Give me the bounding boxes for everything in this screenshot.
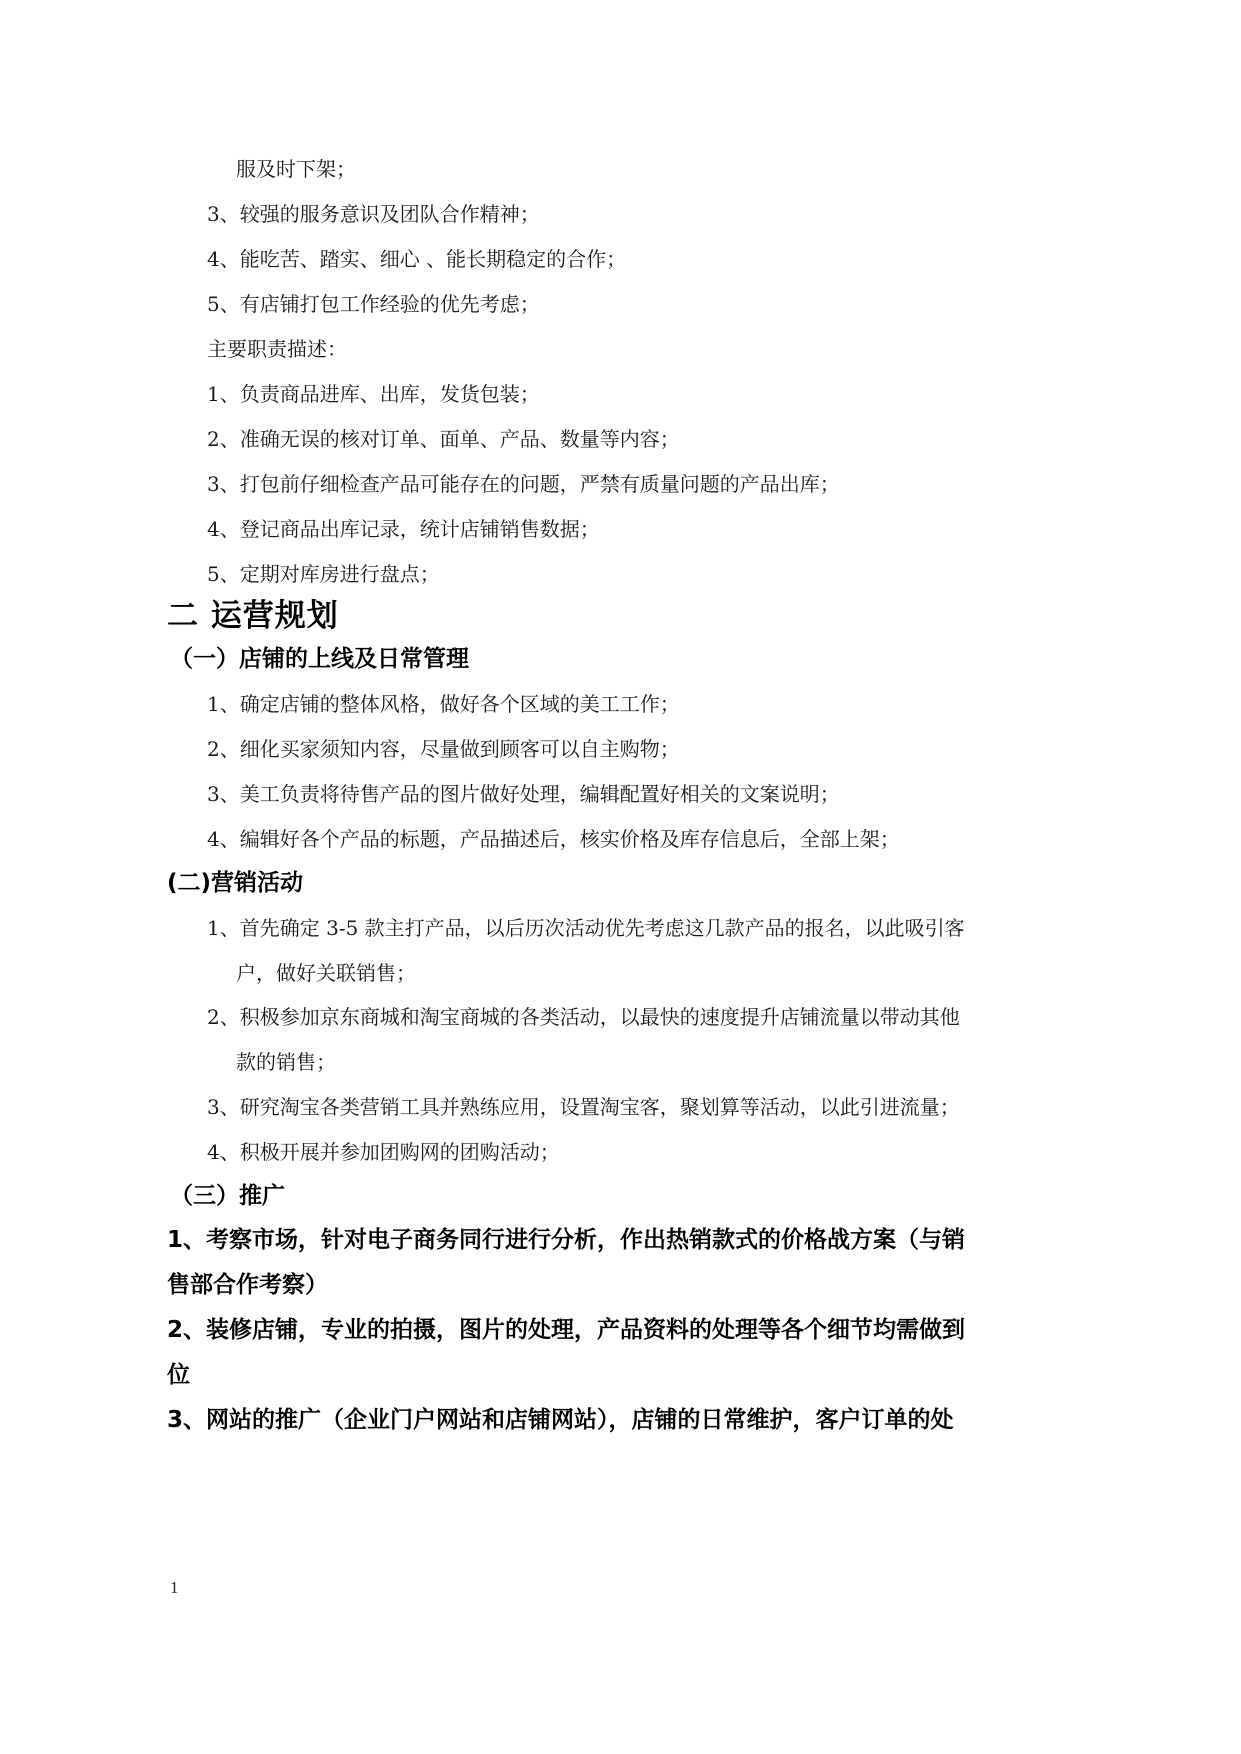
bold-paragraph-line: 2、装修店铺，专业的拍摄，图片的处理，产品资料的处理等各个细节均需做到 <box>167 1317 966 1343</box>
list-item-continuation: 户，做好关联销售； <box>236 961 416 985</box>
list-item: 4、能吃苦、踏实、细心 、能长期稳定的合作； <box>207 247 627 271</box>
list-item: 4、积极开展并参加团购网的团购活动； <box>207 1140 560 1164</box>
list-item: 5、定期对库房进行盘点； <box>207 562 440 586</box>
list-item: 2、积极参加京东商城和淘宝商城的各类活动，以最快的速度提升店铺流量以带动其他 <box>207 1005 960 1029</box>
list-item: 1、首先确定 3-5 款主打产品，以后历次活动优先考虑这几款产品的报名，以此吸引客 <box>207 916 965 940</box>
list-item: 3、研究淘宝各类营销工具并熟练应用，设置淘宝客，聚划算等活动，以此引进流量； <box>207 1095 960 1119</box>
list-item: 2、细化买家须知内容，尽量做到顾客可以自主购物； <box>207 737 680 761</box>
list-item: 3、美工负责将待售产品的图片做好处理，编辑配置好相关的文案说明； <box>207 782 840 806</box>
bold-paragraph-line: 售部合作考察） <box>167 1272 328 1298</box>
page-number: 1 <box>170 1578 179 1597</box>
list-item: 2、准确无误的核对订单、面单、产品、数量等内容； <box>207 427 680 451</box>
section-heading: 二 运营规划 <box>167 598 339 634</box>
list-item: 1、负责商品进库、出库，发货包装； <box>207 382 540 406</box>
list-item: 3、较强的服务意识及团队合作精神； <box>207 202 540 226</box>
list-item: 4、编辑好各个产品的标题，产品描述后，核实价格及库存信息后，全部上架； <box>207 827 900 851</box>
subsection-heading: （一）店铺的上线及日常管理 <box>170 646 469 672</box>
subsection-heading: （三）推广 <box>170 1183 285 1209</box>
bold-paragraph-line: 位 <box>167 1362 190 1388</box>
list-item: 3、打包前仔细检查产品可能存在的问题，严禁有质量问题的产品出库； <box>207 472 840 496</box>
bold-paragraph-line: 3、网站的推广（企业门户网站和店铺网站），店铺的日常维护，客户订单的处 <box>167 1407 954 1433</box>
duties-title: 主要职责描述： <box>207 337 347 361</box>
list-item: 服及时下架； <box>236 157 356 181</box>
list-item-continuation: 款的销售； <box>236 1050 336 1074</box>
subsection-heading: (二)营销活动 <box>167 870 304 896</box>
list-item: 5、有店铺打包工作经验的优先考虑； <box>207 292 540 316</box>
list-item: 4、登记商品出库记录，统计店铺销售数据； <box>207 517 600 541</box>
bold-paragraph-line: 1、考察市场，针对电子商务同行进行分析，作出热销款式的价格战方案（与销 <box>167 1227 966 1253</box>
list-item: 1、确定店铺的整体风格，做好各个区域的美工工作； <box>207 692 680 716</box>
